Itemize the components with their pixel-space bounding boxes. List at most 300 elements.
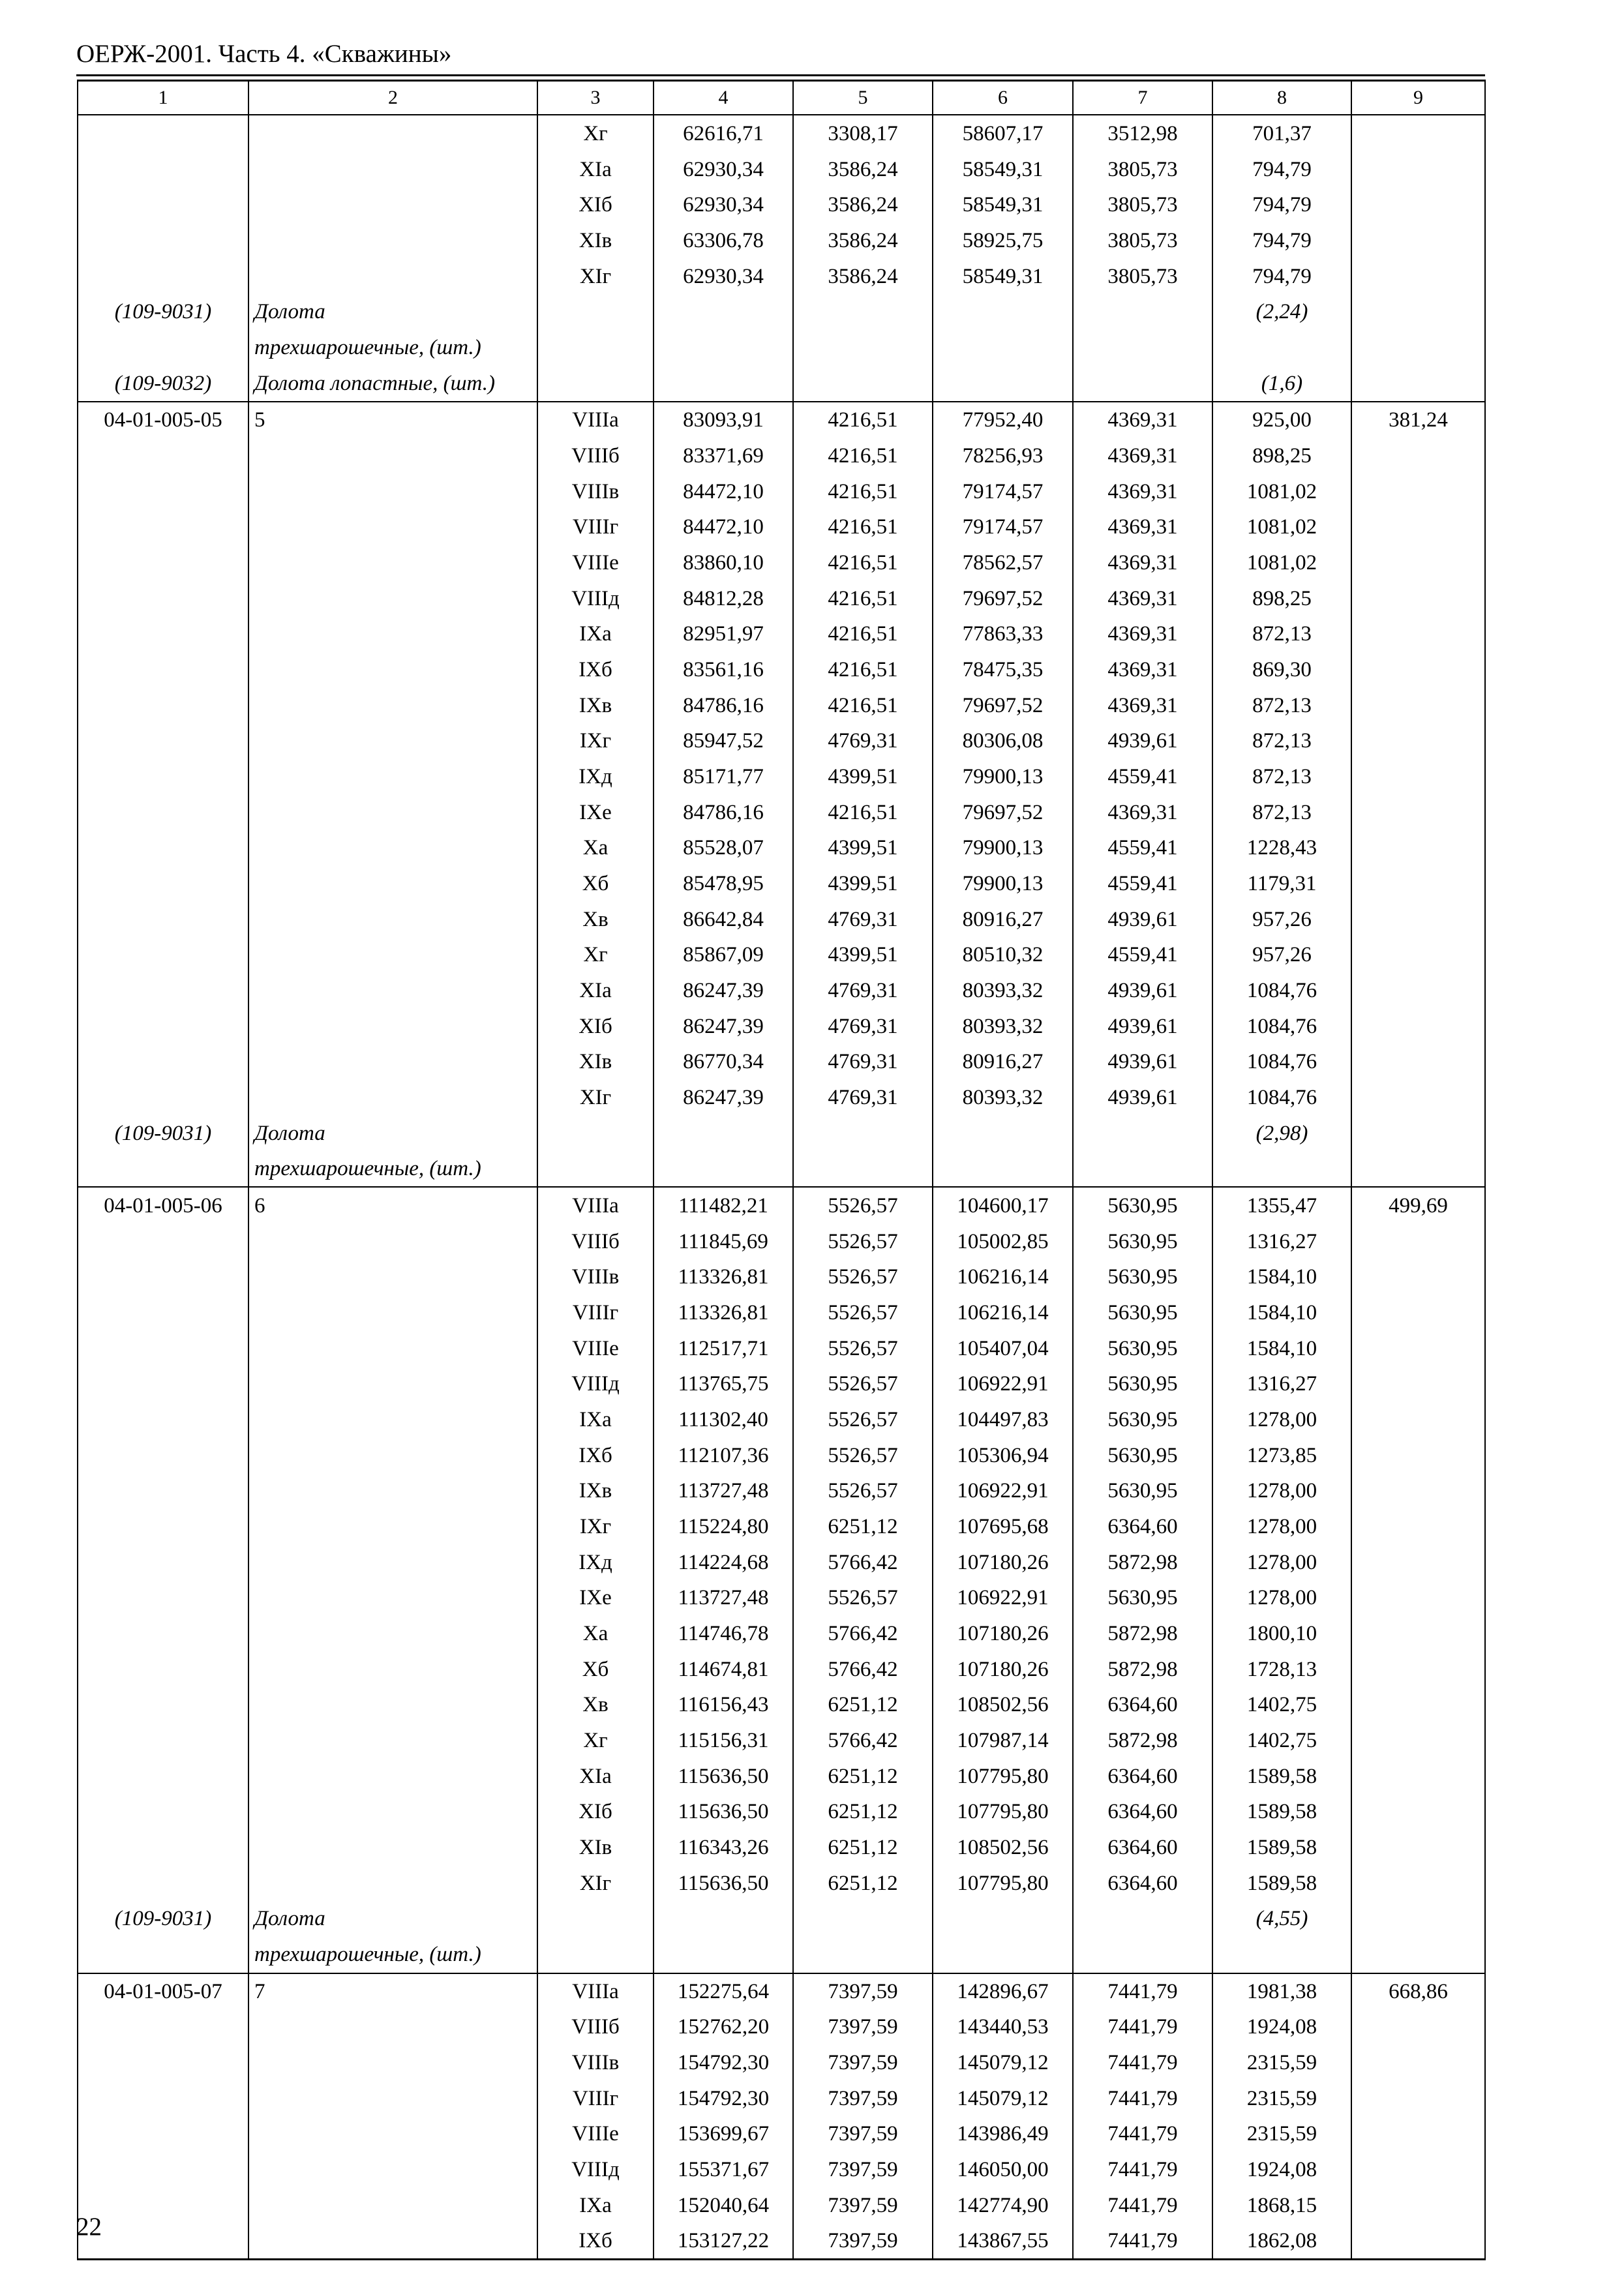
value-cell-8: 794,79	[1212, 187, 1351, 222]
table-row	[78, 1687, 1485, 1722]
value-cell-6: 77952,40	[933, 402, 1073, 438]
value-cell-8: 872,13	[1212, 795, 1351, 830]
value-cell-5: 6251,12	[793, 1759, 933, 1794]
rates-table	[77, 80, 1486, 2260]
table-row	[78, 222, 1485, 259]
value-cell-7: 4939,61	[1073, 902, 1212, 937]
value-cell-9	[1351, 187, 1485, 222]
description-cell	[248, 1866, 537, 1901]
value-cell-5: 4216,51	[793, 616, 933, 651]
value-cell-8: 925,00	[1212, 402, 1351, 438]
value-cell-9	[1351, 1722, 1485, 1759]
value-cell-4: 152040,64	[654, 2188, 793, 2223]
category-cell: Xг	[537, 115, 654, 152]
description-cell	[248, 616, 537, 651]
value-cell-4: 153127,22	[654, 2223, 793, 2260]
value-cell-9	[1351, 972, 1485, 1009]
value-cell-9	[1351, 1438, 1485, 1473]
value-cell-6: 80393,32	[933, 1009, 1073, 1044]
table-row	[78, 830, 1485, 865]
value-cell-6: 79900,13	[933, 758, 1073, 795]
description-cell	[248, 1829, 537, 1866]
table-row	[78, 1259, 1485, 1294]
table-row	[78, 1615, 1485, 1652]
value-cell-6: 106922,91	[933, 1580, 1073, 1615]
value-cell-6: 78256,93	[933, 438, 1073, 474]
column-number-2: 2	[248, 81, 537, 115]
value-cell-5	[793, 1901, 933, 1936]
value-cell-6: 145079,12	[933, 2081, 1073, 2116]
value-cell-6: 80393,32	[933, 1079, 1073, 1116]
value-cell-6: 79697,52	[933, 688, 1073, 723]
category-cell: IXд	[537, 1545, 654, 1580]
value-cell-9	[1351, 1151, 1485, 1187]
value-cell-9	[1351, 2116, 1485, 2151]
value-cell-8: 1584,10	[1212, 1259, 1351, 1294]
value-cell-9	[1351, 1508, 1485, 1545]
category-cell	[537, 294, 654, 329]
value-cell-8: 1868,15	[1212, 2188, 1351, 2223]
category-cell: Xв	[537, 902, 654, 937]
value-cell-5: 4769,31	[793, 1009, 933, 1044]
value-cell-9	[1351, 222, 1485, 259]
table-row	[78, 1936, 1485, 1973]
value-cell-7: 3805,73	[1073, 152, 1212, 187]
value-cell-9	[1351, 1866, 1485, 1901]
value-cell-8: 872,13	[1212, 688, 1351, 723]
category-cell: VIIIг	[537, 2081, 654, 2116]
code-cell	[78, 1794, 248, 1829]
code-cell	[78, 2151, 248, 2188]
value-cell-9	[1351, 1009, 1485, 1044]
value-cell-5	[793, 294, 933, 329]
code-cell	[78, 329, 248, 366]
table-row	[78, 1545, 1485, 1580]
value-cell-5: 5526,57	[793, 1259, 933, 1294]
value-cell-4: 62930,34	[654, 259, 793, 294]
value-cell-4: 155371,67	[654, 2151, 793, 2188]
value-cell-9	[1351, 1687, 1485, 1722]
code-cell	[78, 2188, 248, 2223]
value-cell-5: 3586,24	[793, 222, 933, 259]
value-cell-5: 5526,57	[793, 1366, 933, 1401]
description-cell	[248, 1079, 537, 1116]
value-cell-8: (4,55)	[1212, 1901, 1351, 1936]
table-row	[78, 115, 1485, 152]
value-cell-6	[933, 366, 1073, 402]
value-cell-9	[1351, 474, 1485, 509]
value-cell-9	[1351, 1401, 1485, 1438]
value-cell-8: 1924,08	[1212, 2151, 1351, 2188]
code-cell	[78, 1151, 248, 1187]
column-number-row	[78, 81, 1485, 115]
value-cell-7: 7441,79	[1073, 2009, 1212, 2044]
value-cell-7: 5630,95	[1073, 1294, 1212, 1331]
value-cell-9	[1351, 438, 1485, 474]
description-cell	[248, 972, 537, 1009]
table-row	[78, 1009, 1485, 1044]
description-cell	[248, 438, 537, 474]
value-cell-5: 3586,24	[793, 187, 933, 222]
value-cell-4: 154792,30	[654, 2081, 793, 2116]
value-cell-4: 152275,64	[654, 1973, 793, 2009]
value-cell-5: 4216,51	[793, 402, 933, 438]
category-cell: XIв	[537, 1044, 654, 1079]
value-cell-6: 105407,04	[933, 1331, 1073, 1366]
description-cell	[248, 1438, 537, 1473]
table-row	[78, 545, 1485, 581]
value-cell-5: 7397,59	[793, 2081, 933, 2116]
value-cell-8	[1212, 1151, 1351, 1187]
value-cell-6: 80916,27	[933, 902, 1073, 937]
description-cell	[248, 1331, 537, 1366]
value-cell-7: 4369,31	[1073, 616, 1212, 651]
value-cell-8: 1228,43	[1212, 830, 1351, 865]
code-cell: 04-01-005-05	[78, 402, 248, 438]
value-cell-5: 5526,57	[793, 1401, 933, 1438]
table-row	[78, 1866, 1485, 1901]
value-cell-6: 107987,14	[933, 1722, 1073, 1759]
value-cell-4: 82951,97	[654, 616, 793, 651]
category-cell: VIIIд	[537, 1366, 654, 1401]
value-cell-5: 5526,57	[793, 1438, 933, 1473]
value-cell-7: 5872,98	[1073, 1615, 1212, 1652]
category-cell: XIб	[537, 1794, 654, 1829]
value-cell-6: 143440,53	[933, 2009, 1073, 2044]
value-cell-6: 142896,67	[933, 1973, 1073, 2009]
value-cell-8: 1084,76	[1212, 1009, 1351, 1044]
value-cell-9	[1351, 509, 1485, 545]
category-cell: VIIIв	[537, 1259, 654, 1294]
value-cell-6: 145079,12	[933, 2044, 1073, 2081]
value-cell-4: 85867,09	[654, 937, 793, 972]
value-cell-9	[1351, 2223, 1485, 2260]
code-cell	[78, 865, 248, 902]
value-cell-6: 106216,14	[933, 1294, 1073, 1331]
table-row	[78, 2116, 1485, 2151]
category-cell: Xг	[537, 937, 654, 972]
value-cell-9	[1351, 2009, 1485, 2044]
description-cell	[248, 222, 537, 259]
column-number-1: 1	[78, 81, 248, 115]
value-cell-6	[933, 294, 1073, 329]
value-cell-7: 4369,31	[1073, 474, 1212, 509]
value-cell-6: 77863,33	[933, 616, 1073, 651]
description-cell: трехшарошечные, (шт.)	[248, 329, 537, 366]
value-cell-7	[1073, 1901, 1212, 1936]
table-row	[78, 723, 1485, 758]
table-row	[78, 1508, 1485, 1545]
value-cell-7: 4939,61	[1073, 1044, 1212, 1079]
value-cell-7: 3805,73	[1073, 222, 1212, 259]
code-cell	[78, 1401, 248, 1438]
code-cell	[78, 222, 248, 259]
value-cell-6: 106922,91	[933, 1366, 1073, 1401]
value-cell-8: 1278,00	[1212, 1580, 1351, 1615]
column-number-4: 4	[654, 81, 793, 115]
value-cell-7: 7441,79	[1073, 1973, 1212, 2009]
value-cell-9	[1351, 1044, 1485, 1079]
table-row	[78, 2044, 1485, 2081]
value-cell-8: (1,6)	[1212, 366, 1351, 402]
code-cell	[78, 115, 248, 152]
value-cell-8: 957,26	[1212, 902, 1351, 937]
value-cell-6: 105002,85	[933, 1224, 1073, 1259]
value-cell-4: 86247,39	[654, 1079, 793, 1116]
value-cell-6: 143986,49	[933, 2116, 1073, 2151]
value-cell-6: 80393,32	[933, 972, 1073, 1009]
category-cell: VIIIе	[537, 2116, 654, 2151]
value-cell-5: 5526,57	[793, 1473, 933, 1508]
value-cell-7: 4369,31	[1073, 402, 1212, 438]
value-cell-8: 1584,10	[1212, 1331, 1351, 1366]
value-cell-5: 7397,59	[793, 1973, 933, 2009]
value-cell-9	[1351, 2081, 1485, 2116]
value-cell-4: 111302,40	[654, 1401, 793, 1438]
description-cell	[248, 152, 537, 187]
category-cell: IXг	[537, 723, 654, 758]
value-cell-5: 3308,17	[793, 115, 933, 152]
category-cell: IXд	[537, 758, 654, 795]
description-cell	[248, 795, 537, 830]
value-cell-8: 1584,10	[1212, 1294, 1351, 1331]
category-cell: Xб	[537, 865, 654, 902]
value-cell-6: 79900,13	[933, 830, 1073, 865]
value-cell-5	[793, 329, 933, 366]
description-cell: трехшарошечные, (шт.)	[248, 1936, 537, 1973]
value-cell-5: 5526,57	[793, 1580, 933, 1615]
value-cell-6: 107180,26	[933, 1545, 1073, 1580]
description-cell: 7	[248, 1973, 537, 2009]
value-cell-5: 4216,51	[793, 795, 933, 830]
description-cell	[248, 2188, 537, 2223]
description-cell: трехшарошечные, (шт.)	[248, 1151, 537, 1187]
value-cell-6: 105306,94	[933, 1438, 1073, 1473]
code-cell	[78, 1615, 248, 1652]
value-cell-7: 6364,60	[1073, 1829, 1212, 1866]
value-cell-9	[1351, 1116, 1485, 1151]
code-cell	[78, 1224, 248, 1259]
value-cell-5: 5766,42	[793, 1615, 933, 1652]
category-cell: VIIIг	[537, 1294, 654, 1331]
description-cell	[248, 259, 537, 294]
value-cell-8: 957,26	[1212, 937, 1351, 972]
description-cell	[248, 1259, 537, 1294]
value-cell-4: 116156,43	[654, 1687, 793, 1722]
category-cell: IXе	[537, 795, 654, 830]
table-row	[78, 294, 1485, 329]
category-cell: VIIIа	[537, 1973, 654, 2009]
value-cell-7: 6364,60	[1073, 1759, 1212, 1794]
value-cell-8: 1589,58	[1212, 1794, 1351, 1829]
value-cell-4	[654, 294, 793, 329]
value-cell-5: 5526,57	[793, 1294, 933, 1331]
value-cell-7: 4369,31	[1073, 581, 1212, 616]
value-cell-4: 83093,91	[654, 402, 793, 438]
description-cell	[248, 1401, 537, 1438]
code-cell	[78, 1259, 248, 1294]
description-cell	[248, 830, 537, 865]
value-cell-6: 143867,55	[933, 2223, 1073, 2260]
value-cell-4	[654, 1116, 793, 1151]
value-cell-9	[1351, 329, 1485, 366]
value-cell-8: 1278,00	[1212, 1473, 1351, 1508]
table-row	[78, 1722, 1485, 1759]
value-cell-8: 872,13	[1212, 758, 1351, 795]
value-cell-6: 80916,27	[933, 1044, 1073, 1079]
value-cell-9	[1351, 1473, 1485, 1508]
value-cell-4	[654, 366, 793, 402]
value-cell-9	[1351, 1294, 1485, 1331]
value-cell-5: 7397,59	[793, 2188, 933, 2223]
value-cell-7: 5630,95	[1073, 1366, 1212, 1401]
value-cell-6: 107695,68	[933, 1508, 1073, 1545]
table-row	[78, 1794, 1485, 1829]
value-cell-5: 5766,42	[793, 1652, 933, 1687]
value-cell-4: 86770,34	[654, 1044, 793, 1079]
description-cell	[248, 1794, 537, 1829]
category-cell: XIб	[537, 187, 654, 222]
code-cell	[78, 545, 248, 581]
category-cell	[537, 366, 654, 402]
value-cell-6: 146050,00	[933, 2151, 1073, 2188]
value-cell-4: 85947,52	[654, 723, 793, 758]
value-cell-4: 115224,80	[654, 1508, 793, 1545]
value-cell-7: 4559,41	[1073, 758, 1212, 795]
value-cell-5: 4769,31	[793, 1044, 933, 1079]
category-cell: XIг	[537, 1079, 654, 1116]
code-cell	[78, 2081, 248, 2116]
value-cell-6	[933, 1936, 1073, 1973]
value-cell-9	[1351, 1331, 1485, 1366]
value-cell-4: 86642,84	[654, 902, 793, 937]
description-cell	[248, 1545, 537, 1580]
value-cell-7: 4559,41	[1073, 865, 1212, 902]
value-cell-5: 4216,51	[793, 581, 933, 616]
table-row	[78, 1331, 1485, 1366]
code-cell	[78, 1759, 248, 1794]
value-cell-9	[1351, 688, 1485, 723]
code-cell	[78, 474, 248, 509]
value-cell-4: 112107,36	[654, 1438, 793, 1473]
value-cell-8: 794,79	[1212, 222, 1351, 259]
description-cell	[248, 1508, 537, 1545]
value-cell-4: 62930,34	[654, 187, 793, 222]
table-row	[78, 1366, 1485, 1401]
value-cell-7: 5630,95	[1073, 1401, 1212, 1438]
code-cell	[78, 651, 248, 688]
value-cell-5: 4216,51	[793, 688, 933, 723]
code-cell	[78, 830, 248, 865]
code-cell: 04-01-005-07	[78, 1973, 248, 2009]
table-row	[78, 865, 1485, 902]
value-cell-6: 79174,57	[933, 509, 1073, 545]
value-cell-4: 84472,10	[654, 509, 793, 545]
value-cell-7: 5630,95	[1073, 1580, 1212, 1615]
description-cell	[248, 688, 537, 723]
value-cell-4: 113765,75	[654, 1366, 793, 1401]
category-cell: IXв	[537, 1473, 654, 1508]
value-cell-9	[1351, 795, 1485, 830]
code-cell	[78, 2044, 248, 2081]
value-cell-6: 80306,08	[933, 723, 1073, 758]
category-cell: Xб	[537, 1652, 654, 1687]
code-cell	[78, 1009, 248, 1044]
column-number-9: 9	[1351, 81, 1485, 115]
value-cell-8: (2,24)	[1212, 294, 1351, 329]
value-cell-7: 3805,73	[1073, 259, 1212, 294]
value-cell-4: 115636,50	[654, 1866, 793, 1901]
value-cell-4: 115636,50	[654, 1759, 793, 1794]
value-cell-9	[1351, 2188, 1485, 2223]
value-cell-4: 115636,50	[654, 1794, 793, 1829]
value-cell-6: 58549,31	[933, 187, 1073, 222]
category-cell: VIIIб	[537, 1224, 654, 1259]
code-cell	[78, 1687, 248, 1722]
description-cell	[248, 187, 537, 222]
value-cell-7: 4559,41	[1073, 830, 1212, 865]
table-row	[78, 1829, 1485, 1866]
value-cell-8: 898,25	[1212, 581, 1351, 616]
value-cell-8: 1278,00	[1212, 1508, 1351, 1545]
value-cell-6	[933, 329, 1073, 366]
value-cell-4: 86247,39	[654, 1009, 793, 1044]
category-cell: XIг	[537, 259, 654, 294]
value-cell-7: 4369,31	[1073, 688, 1212, 723]
value-cell-5: 5526,57	[793, 1187, 933, 1224]
table-row	[78, 509, 1485, 545]
value-cell-9	[1351, 937, 1485, 972]
value-cell-7: 6364,60	[1073, 1687, 1212, 1722]
value-cell-7: 5630,95	[1073, 1473, 1212, 1508]
value-cell-9	[1351, 1794, 1485, 1829]
description-cell	[248, 509, 537, 545]
table-row	[78, 1438, 1485, 1473]
value-cell-7: 7441,79	[1073, 2116, 1212, 2151]
table-row	[78, 1044, 1485, 1079]
table-row	[78, 1224, 1485, 1259]
value-cell-9: 668,86	[1351, 1973, 1485, 2009]
table-row	[78, 1116, 1485, 1151]
code-cell	[78, 1652, 248, 1687]
description-cell	[248, 2009, 537, 2044]
value-cell-5: 3586,24	[793, 152, 933, 187]
category-cell: IXб	[537, 651, 654, 688]
code-cell	[78, 1366, 248, 1401]
value-cell-5: 4216,51	[793, 509, 933, 545]
value-cell-8: 1084,76	[1212, 1079, 1351, 1116]
value-cell-7: 7441,79	[1073, 2223, 1212, 2260]
category-cell: VIIIг	[537, 509, 654, 545]
description-cell	[248, 1294, 537, 1331]
value-cell-9	[1351, 1366, 1485, 1401]
code-cell	[78, 438, 248, 474]
description-cell	[248, 1473, 537, 1508]
code-cell	[78, 187, 248, 222]
value-cell-7: 5872,98	[1073, 1545, 1212, 1580]
page-header: ОЕРЖ-2001. Часть 4. «Скважины»	[76, 40, 452, 68]
value-cell-5: 5526,57	[793, 1224, 933, 1259]
value-cell-7: 4939,61	[1073, 723, 1212, 758]
value-cell-5: 7397,59	[793, 2151, 933, 2188]
value-cell-6: 78475,35	[933, 651, 1073, 688]
table-row	[78, 2009, 1485, 2044]
value-cell-5: 4399,51	[793, 937, 933, 972]
category-cell: XIб	[537, 1009, 654, 1044]
value-cell-5	[793, 1151, 933, 1187]
category-cell: VIIIе	[537, 1331, 654, 1366]
value-cell-9	[1351, 1079, 1485, 1116]
